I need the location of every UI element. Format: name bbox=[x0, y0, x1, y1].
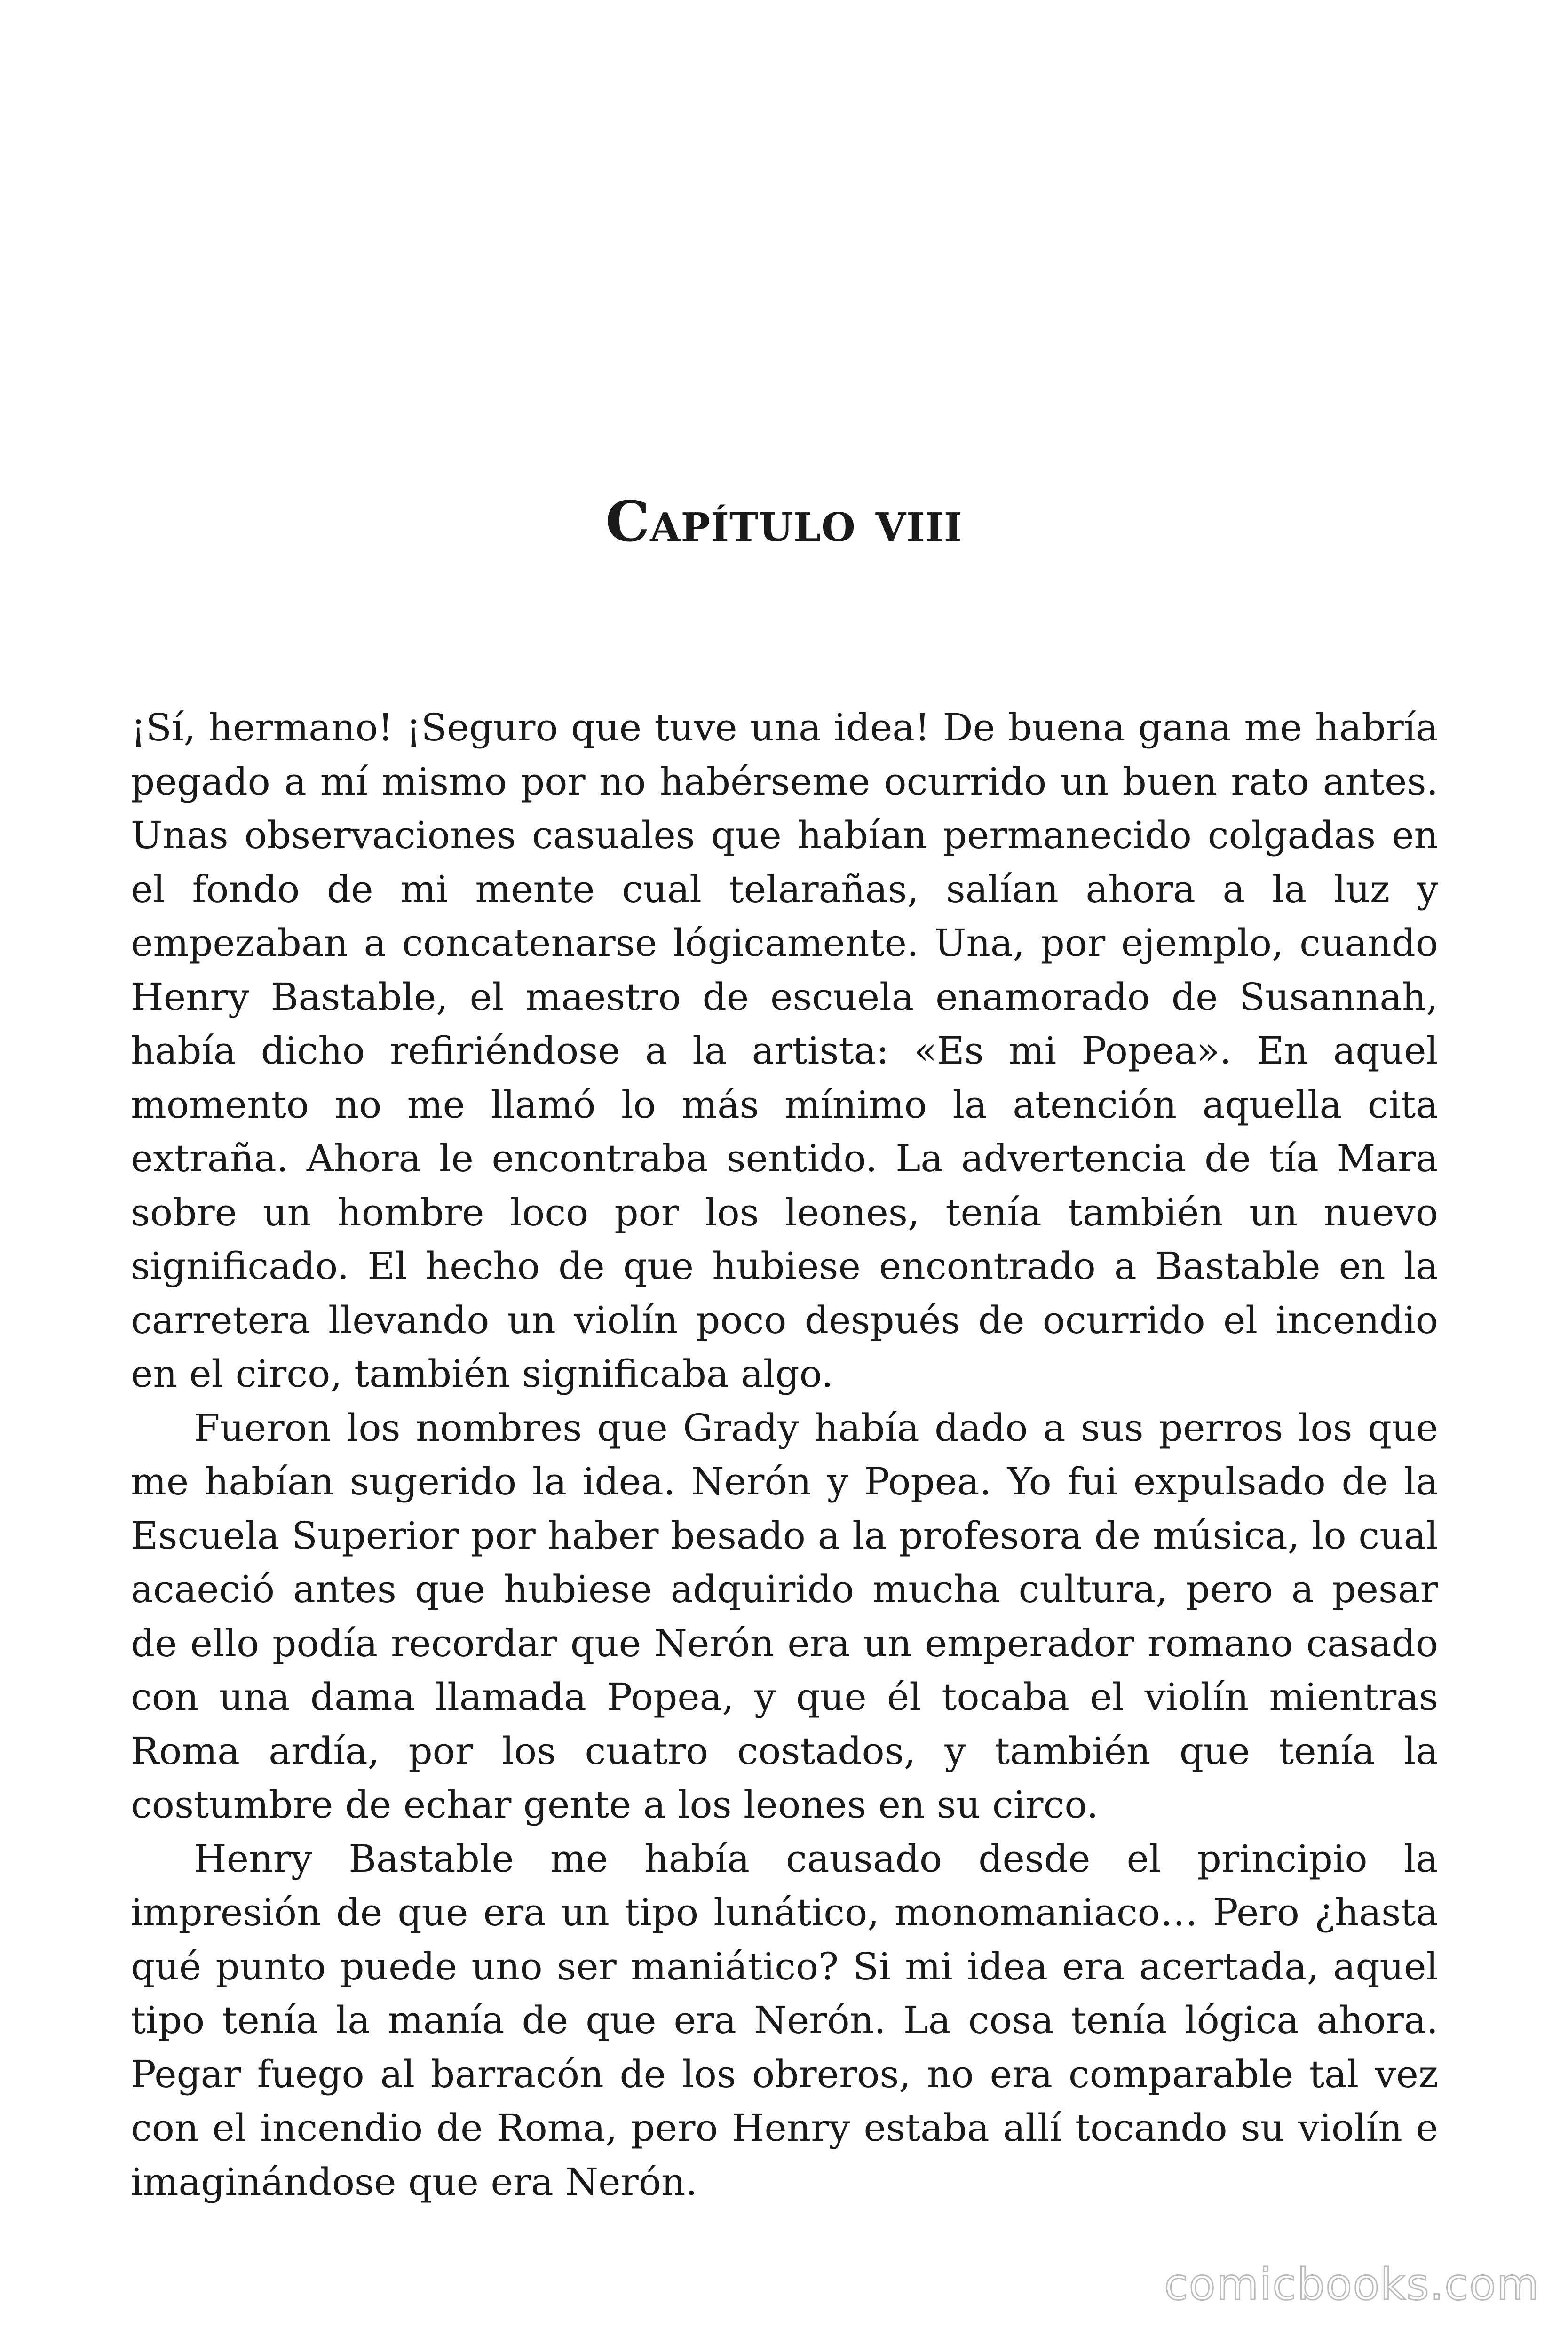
paragraph-2: Fueron los nombres que Grady había dado a sus perros los que me habían sugerido la idea. Nerón y Popea. Yo fui expulsado de la Escuela Superior por haber besado a la profesora de música, lo cual acaeció antes que hubiese adquirido mucha cultura, pero a pesar de ello podía recordar que Nerón era un emperador romano casado con una dama llamada Popea, y que él tocaba el violín mientras Roma ardía, por los cuatro costados, y también que tenía la costumbre de echar gente a los leones en su circo. bbox=[131, 1406, 1438, 1827]
chapter-title: Capítulo viii bbox=[605, 489, 963, 555]
paragraph-1: ¡Sí, hermano! ¡Seguro que tuve una idea! De buena gana me habría pegado a mí mismo por no habérseme ocurrido un buen rato antes. Unas observaciones casuales que habían permanecido colgadas en el fondo de mi mente cual telarañas, salían ahora a la luz y empezaban a concatenarse lógicamente. Una, por ejemplo, cuando Henry Bastable, el maestro de escuela enamorado de Susannah, había dicho refiriéndose a la artista: «Es mi Popea». En aquel momento no me llamó lo más mínimo la atención aquella cita extraña. Ahora le encontraba sentido. La advertencia de tía Mara sobre un hombre loco por los leones, tenía también un nuevo significado. El hecho de que hubiese encontrado a Bastable en la carretera llevando un violín poco después de ocurrido el incendio en el circo, también significaba algo. bbox=[131, 706, 1438, 1396]
chapter-body bbox=[131, 701, 1438, 2209]
paragraph-3: Henry Bastable me había causado desde el principio la impresión de que era un tipo lunático, monomaniaco… Pero ¿hasta qué punto puede uno ser maniático? Si mi idea era acertada, aquel tipo tenía la manía de que era Nerón. La cosa tenía lógica ahora. Pegar fuego al barracón de los obreros, no era comparable tal vez con el incendio de Roma, pero Henry estaba allí tocando su violín e imaginándose que era Nerón. bbox=[131, 1836, 1438, 2204]
watermark: comicbooks.com bbox=[1164, 2259, 1540, 2310]
